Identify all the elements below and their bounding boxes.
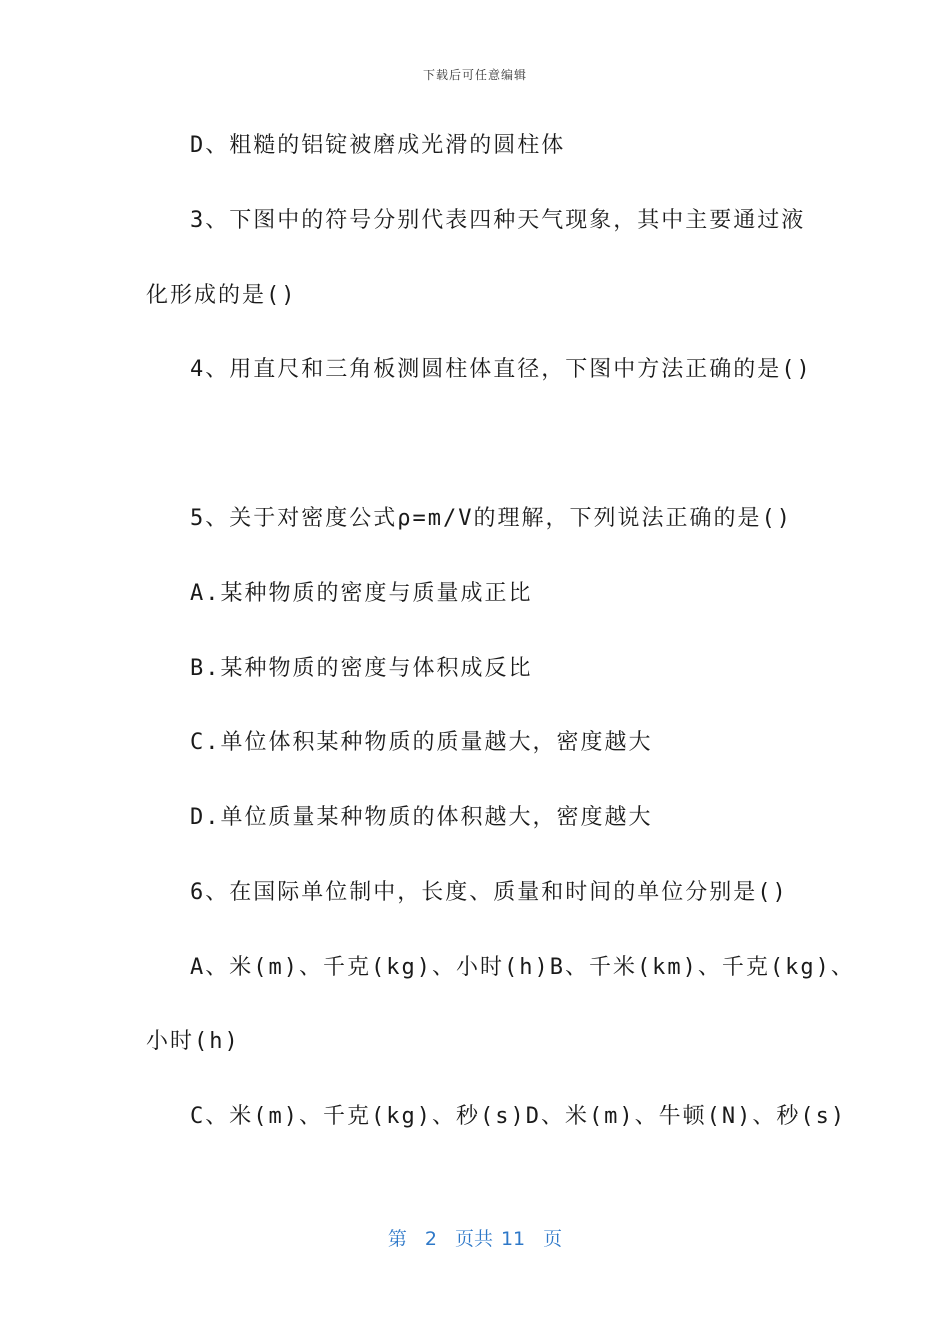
- footer-total-pages: 11: [500, 1228, 526, 1250]
- question-4: 4、用直尺和三角板测圆柱体直径，下图中方法正确的是(): [190, 357, 812, 382]
- question-3-line-2: 化形成的是(): [146, 283, 297, 308]
- header-note: 下载后可任意编辑: [422, 68, 527, 82]
- footer-page-number: 2: [424, 1228, 437, 1250]
- question-5: 5、关于对密度公式ρ=m/V的理解，下列说法正确的是(): [190, 506, 792, 531]
- footer-middle: 页共: [454, 1228, 493, 1250]
- footer-prefix: 第: [387, 1228, 407, 1250]
- options-cd-q6: C、米(m)、千克(kg)、秒(s)D、米(m)、牛顿(N)、秒(s): [190, 1104, 847, 1129]
- option-d-q5: D.单位质量某种物质的体积越大，密度越大: [190, 805, 653, 830]
- option-b-q5: B.某种物质的密度与体积成反比: [190, 656, 533, 681]
- options-ab-q6-line-1: A、米(m)、千克(kg)、小时(h)B、千米(km)、千克(kg)、: [190, 955, 855, 980]
- footer-suffix: 页: [543, 1228, 563, 1250]
- page-footer: [0, 1224, 950, 1251]
- question-6: 6、在国际单位制中，长度、质量和时间的单位分别是(): [190, 880, 788, 905]
- option-a-q5: A.某种物质的密度与质量成正比: [190, 581, 533, 606]
- option-c-q5: C.单位体积某种物质的质量越大，密度越大: [190, 730, 653, 755]
- option-d-q2: D、粗糙的铝锭被磨成光滑的圆柱体: [190, 133, 566, 158]
- options-ab-q6-line-2: 小时(h): [146, 1029, 240, 1054]
- question-3-line-1: 3、下图中的符号分别代表四种天气现象，其中主要通过液: [190, 208, 806, 233]
